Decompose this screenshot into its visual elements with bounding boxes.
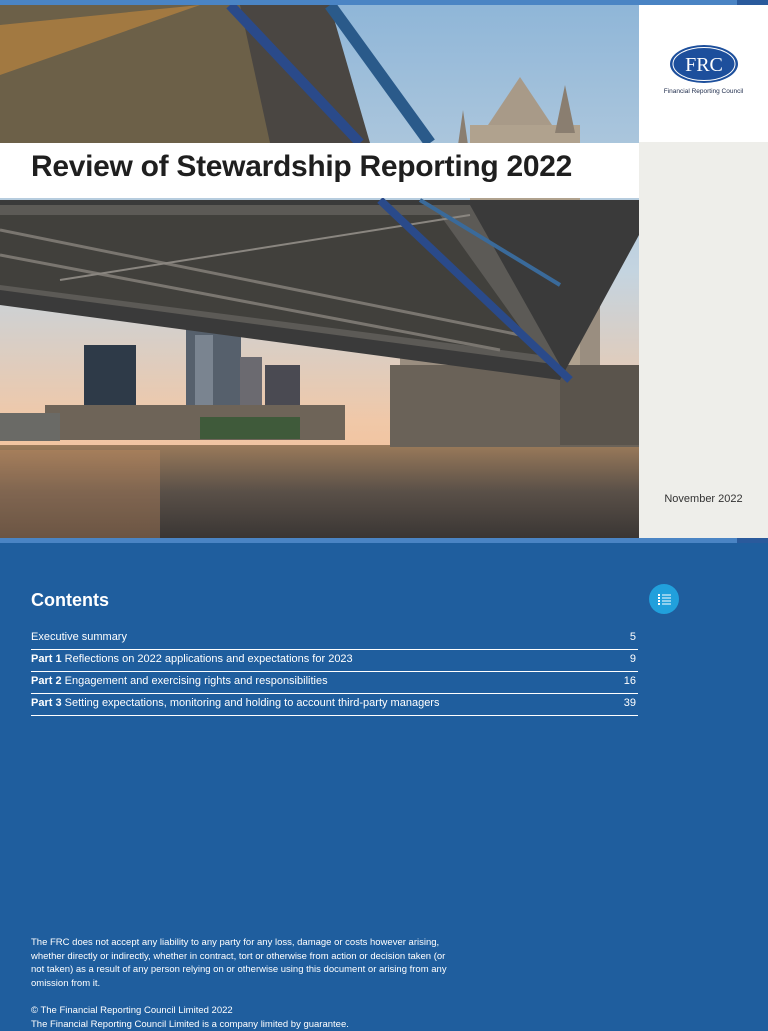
toc-item-executive-summary[interactable] xyxy=(31,628,638,650)
copyright-line: © The Financial Reporting Council Limited 2022 xyxy=(31,1004,461,1018)
contents-heading: Contents xyxy=(31,590,109,611)
list-icon xyxy=(649,584,679,614)
toc-item-part: Part 2 xyxy=(31,675,62,687)
logo-initials: FRC xyxy=(685,54,723,76)
toc-item-page: 5 xyxy=(630,628,636,647)
toc-item-label: Executive summary xyxy=(31,631,127,643)
toc-item-part-2[interactable] xyxy=(31,672,638,694)
table-of-contents xyxy=(31,628,638,716)
toc-item-part-3[interactable] xyxy=(31,694,638,716)
contents-list-button[interactable] xyxy=(649,584,679,614)
document-title: Review of Stewardship Reporting 2022 xyxy=(31,150,572,184)
frc-logo xyxy=(669,44,739,84)
toc-item-label: Reflections on 2022 applications and expectations for 2023 xyxy=(65,653,353,665)
liability-disclaimer: The FRC does not accept any liability to any party for any loss, damage or costs however arising, whether directly or indirectly, whether in contract, tort or otherwise from action or decision taken (or not taken) as a result of any person relying on or otherwise using this document or arising from any omission from it. xyxy=(31,936,461,990)
logo-panel xyxy=(639,5,768,142)
toc-item-page: 16 xyxy=(624,672,636,691)
cover-sidebar xyxy=(639,5,768,538)
toc-item-part-1[interactable] xyxy=(31,650,638,672)
logo-name: Financial Reporting Council xyxy=(639,88,768,95)
toc-item-label: Engagement and exercising rights and responsibilities xyxy=(65,675,328,687)
toc-item-part: Part 1 xyxy=(31,653,62,665)
toc-item-page: 9 xyxy=(630,650,636,669)
divider-bar xyxy=(0,538,768,543)
toc-item-label: Setting expectations, monitoring and holding to account third-party managers xyxy=(65,697,440,709)
publication-date: November 2022 xyxy=(639,493,768,505)
company-status-line: The Financial Reporting Council Limited is a company limited by guarantee. xyxy=(31,1018,461,1031)
toc-item-page: 39 xyxy=(624,694,636,713)
copyright-notice xyxy=(31,1004,461,1031)
toc-item-part: Part 3 xyxy=(31,697,62,709)
cover-photo-tower-bridge xyxy=(0,5,639,538)
